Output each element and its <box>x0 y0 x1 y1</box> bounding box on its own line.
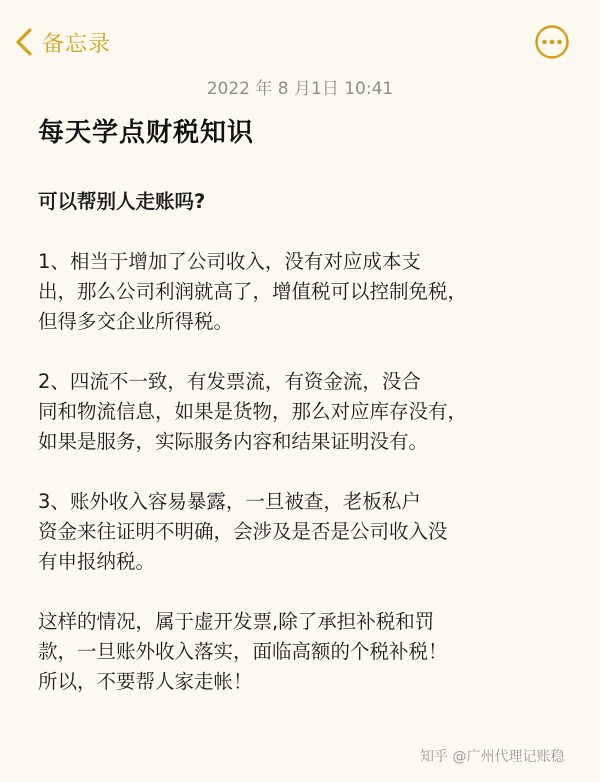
chevron-left-icon <box>14 27 34 57</box>
note-title: 每天学点财税知识 <box>38 118 255 148</box>
watermark <box>420 746 564 766</box>
paragraph-2-line-2: 同和物流信息，如果是货物，那么对应库存没有， <box>38 400 468 423</box>
back-label: 备忘录 <box>42 31 112 57</box>
watermark-text: 知乎 @广州代理记账稳 <box>420 749 565 765</box>
navigation-bar <box>0 0 600 78</box>
paragraph-1-line-3: 但得多交企业所得税。 <box>38 310 234 333</box>
paragraph-4-line-2: 款，一旦账外收入落实，面临高额的个税补税！ <box>38 640 448 663</box>
paragraph-2-line-1: 2、四流不一致，有发票流，有资金流，没合 <box>38 370 421 393</box>
paragraph-4-line-3: 所以，不要帮人家走帐！ <box>38 670 253 693</box>
paragraph-3-line-1: 3、账外收入容易暴露，一旦被查，老板私户 <box>38 490 421 513</box>
paragraph-3-line-3: 有申报纳税。 <box>38 550 156 573</box>
note-body[interactable] <box>38 187 574 697</box>
paragraph-2-line-3: 如果是服务，实际服务内容和结果证明没有。 <box>38 430 429 453</box>
paragraph-3-line-2: 资金来往证明不明确，会涉及是否是公司收入没 <box>38 520 448 543</box>
paragraph-1-line-1: 1、相当于增加了公司收入，没有对应成本支 <box>38 250 421 273</box>
paragraph-1-line-2: 出，那么公司利润就高了，增值税可以控制免税， <box>38 280 468 303</box>
paragraph-4-line-1: 这样的情况，属于虚开发票,除了承担补税和罚 <box>38 610 435 633</box>
note-date: 2022 年 8 月1日 10:41 <box>206 79 394 99</box>
ellipsis-circle-icon <box>534 24 570 60</box>
more-button[interactable] <box>534 24 570 60</box>
back-button[interactable] <box>14 24 111 60</box>
note-question: 可以帮别人走账吗? <box>38 190 206 213</box>
